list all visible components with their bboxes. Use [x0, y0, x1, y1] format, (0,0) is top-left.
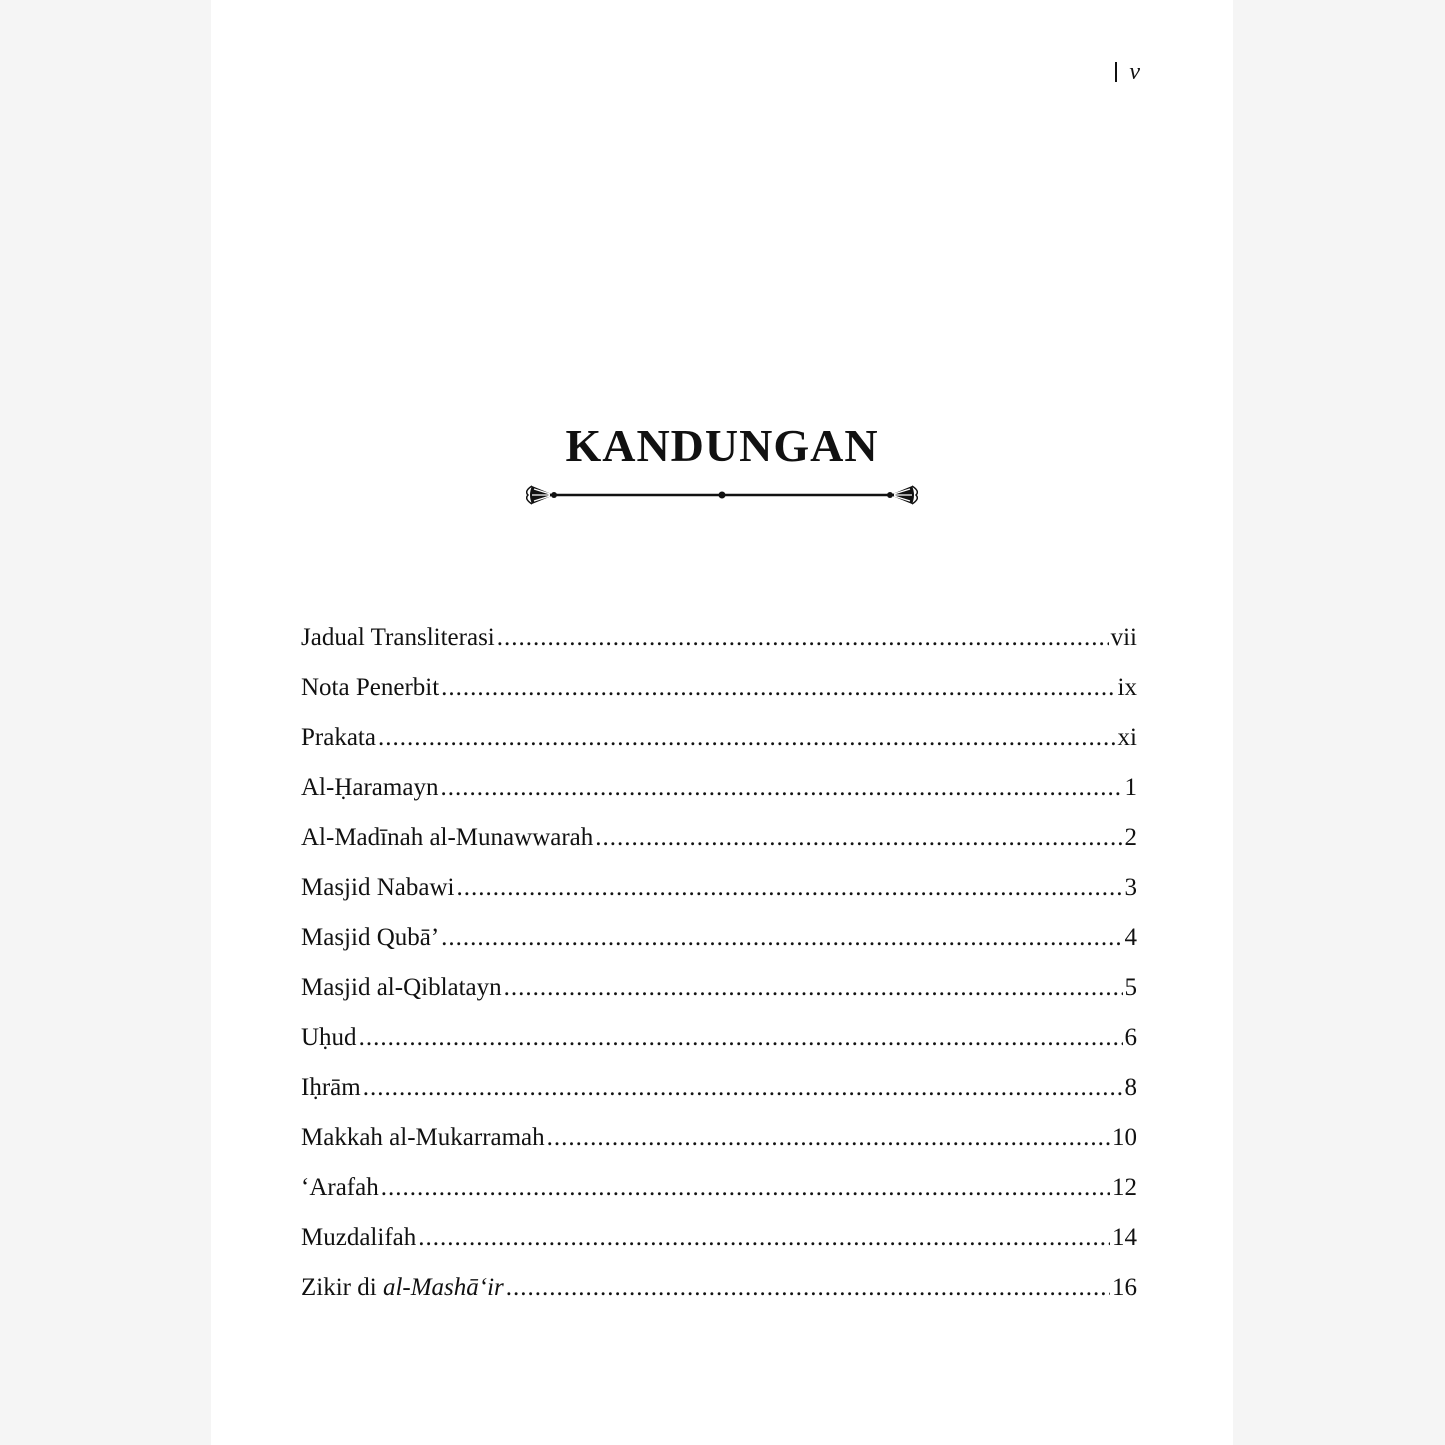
- table-of-contents: [301, 618, 1137, 1318]
- toc-entry[interactable]: [301, 868, 1137, 918]
- toc-leader: [440, 768, 1122, 808]
- toc-entry[interactable]: [301, 1018, 1137, 1068]
- toc-entry[interactable]: [301, 1118, 1137, 1168]
- toc-leader: [506, 1268, 1110, 1308]
- running-head: [1115, 60, 1140, 84]
- page-title: KANDUNGAN: [565, 420, 879, 471]
- toc-entry[interactable]: [301, 768, 1137, 818]
- toc-entry[interactable]: [301, 1218, 1137, 1268]
- toc-entry-label: Nota Penerbit: [301, 674, 440, 701]
- running-head-divider: [1115, 62, 1117, 82]
- toc-entry-page: 5: [1124, 974, 1137, 1001]
- toc-entry[interactable]: [301, 918, 1137, 968]
- book-page: [211, 0, 1233, 1445]
- toc-leader: [363, 1068, 1123, 1108]
- toc-entry-page: 8: [1124, 1074, 1137, 1101]
- toc-entry[interactable]: [301, 1068, 1137, 1118]
- title-ornament-icon: [526, 482, 918, 508]
- toc-entry-label: Iḥrām: [301, 1074, 361, 1101]
- title-block: [211, 418, 1233, 508]
- toc-entry[interactable]: [301, 1168, 1137, 1218]
- toc-entry-page: 10: [1112, 1124, 1137, 1151]
- toc-leader: [547, 1118, 1110, 1158]
- toc-entry-label: Masjid Qubā’: [301, 924, 440, 951]
- toc-entry[interactable]: [301, 1268, 1137, 1318]
- toc-leader: [381, 1168, 1110, 1208]
- toc-entry-label: ‘Arafah: [301, 1174, 379, 1201]
- toc-leader: [441, 918, 1122, 958]
- toc-leader: [418, 1218, 1110, 1258]
- page-number: v: [1129, 59, 1140, 85]
- toc-entry-page: 6: [1124, 1024, 1137, 1051]
- toc-entry[interactable]: [301, 818, 1137, 868]
- toc-entry[interactable]: [301, 668, 1137, 718]
- toc-leader: [595, 818, 1122, 858]
- toc-entry-page: 16: [1112, 1274, 1137, 1301]
- toc-entry-label: Makkah al-Mukarramah: [301, 1124, 545, 1151]
- toc-leader: [359, 1018, 1123, 1058]
- toc-entry-label: Jadual Transliterasi: [301, 624, 495, 651]
- toc-entry-page: 3: [1124, 874, 1137, 901]
- toc-leader: [497, 618, 1109, 658]
- toc-entry-label: Al-Madīnah al-Munawwarah: [301, 824, 594, 851]
- toc-leader: [456, 868, 1122, 908]
- toc-entry-label-italic: al-Mashā‘ir: [382, 1274, 504, 1301]
- toc-leader: [504, 968, 1123, 1008]
- toc-entry-label: Masjid Nabawi: [301, 874, 455, 901]
- toc-entry[interactable]: [301, 718, 1137, 768]
- toc-entry-page: xi: [1117, 724, 1137, 751]
- toc-entry[interactable]: [301, 968, 1137, 1018]
- toc-entry-label-prefix: Zikir di: [301, 1274, 383, 1301]
- toc-entry-page: vii: [1110, 624, 1137, 651]
- toc-entry[interactable]: [301, 618, 1137, 668]
- toc-entry-label: Al-Ḥaramayn: [301, 774, 439, 801]
- toc-entry-page: ix: [1117, 674, 1137, 701]
- toc-entry-page: 4: [1124, 924, 1137, 951]
- toc-entry-label: Uḥud: [301, 1024, 357, 1051]
- toc-entry-label: Muzdalifah: [301, 1224, 417, 1251]
- toc-entry-page: 12: [1112, 1174, 1137, 1201]
- toc-entry-label: [301, 1268, 504, 1308]
- toc-entry-page: 14: [1112, 1224, 1137, 1251]
- toc-entry-label: Masjid al-Qiblatayn: [301, 974, 502, 1001]
- toc-entry-page: 2: [1124, 824, 1137, 851]
- toc-leader: [441, 668, 1115, 708]
- toc-entry-page: 1: [1124, 774, 1137, 801]
- toc-leader: [378, 718, 1116, 758]
- toc-entry-label: Prakata: [301, 724, 376, 751]
